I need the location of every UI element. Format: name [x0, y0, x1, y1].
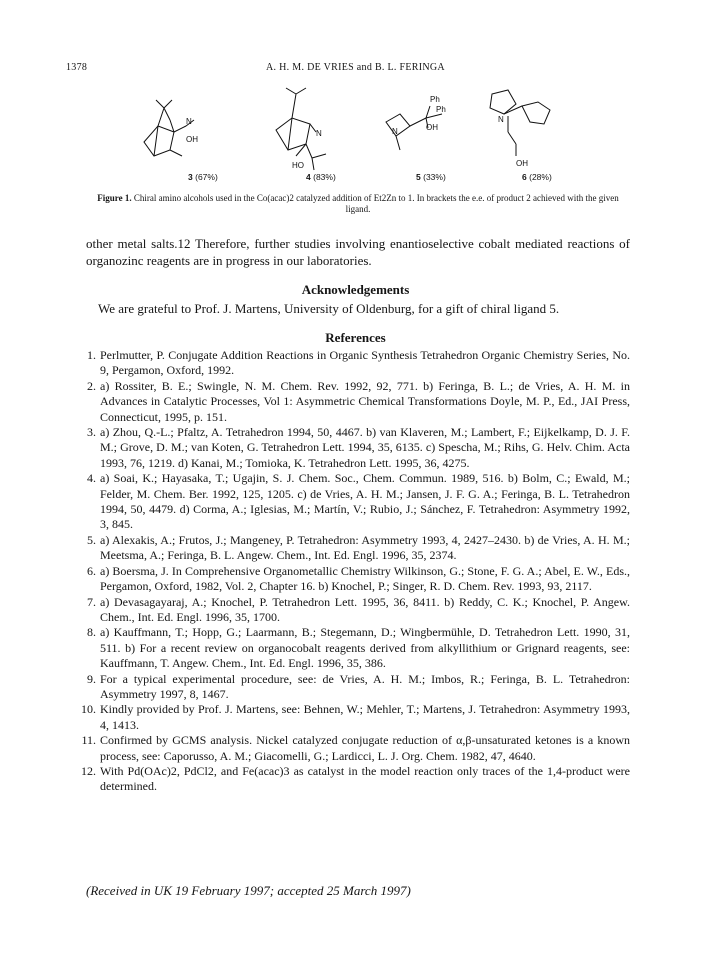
- atom-ph-5b: Ph: [436, 105, 446, 114]
- atom-n-5: N: [392, 127, 398, 136]
- atom-n-4: N: [316, 129, 322, 138]
- atom-oh-5: OH: [426, 123, 438, 132]
- compound-labels: [0, 172, 711, 184]
- atom-oh-3: OH: [186, 135, 198, 144]
- reference-item: 11. Confirmed by GCMS analysis. Nickel catalyzed conjugate reduction of α,β-unsaturated ketones is a known process, see: Caporusso, A. M.; Giacomelli, G.; Lardicci, L. J. Org. Chem. 1982, 47, 4640.: [81, 733, 630, 763]
- compound-label-3: 3 (67%): [188, 172, 218, 182]
- figure-structures: [130, 84, 650, 179]
- acknowledgements-text: We are grateful to Prof. J. Martens, University of Oldenburg, for a gift of chiral ligand 5.: [98, 301, 560, 316]
- reference-item: 2. a) Rossiter, B. E.; Swingle, N. M. Chem. Rev. 1992, 92, 771. b) Feringa, B. L.; de Vries, A. H. M. in Advances in Catalytic Processes, Vol 1: Asymmetric Chemical Transformations Doyle, M. P., Ed., JAI Press, Connecticut, 1995, p. 151.: [87, 378, 630, 424]
- atom-ho-4: HO: [292, 161, 304, 170]
- reference-item: 8. a) Kauffmann, T.; Hopp, G.; Laarmann, B.; Stegemann, D.; Wingbermühle, D. Tetrahedron Lett. 1990, 31, 511. b) For a recent review on organocobalt reagents derived from alkyllithium or Grignard reagents, see: Kauffmann, T. Angew. Chem., Int. Ed. Engl. 1996, 35, 386.: [87, 625, 630, 671]
- page-number: 1378: [66, 62, 88, 73]
- atom-n-6: N: [498, 115, 504, 124]
- compound-label-4: 4 (83%): [306, 172, 336, 182]
- reference-item: 7. a) Devasagayaraj, A.; Knochel, P. Tetrahedron Lett. 1995, 36, 8411. b) Reddy, C. K.; Knochel, P. Angew. Chem., Int. Ed. Engl. 1996, 35, 1700.: [87, 594, 630, 624]
- reference-item: 3. a) Zhou, Q.-L.; Pfaltz, A. Tetrahedron 1994, 50, 4467. b) van Klaveren, M.; Lambert, F.; Eijkelkamp, D. J. F. M.; Grove, D. M.; van Koten, G. Tetrahedron Lett. 1994, 35, 6135. c) Spescha, M.; Rihs, G. Helv. Chim. Acta 1993, 76, 1219. d) Kanai, M.; Tomioka, K. Tetrahedron Lett. 1995, 36, 4275.: [87, 425, 630, 470]
- reference-item: 12. With Pd(OAc)2, PdCl2, and Fe(acac)3 as catalyst in the model reaction only traces of the 1,4-product were determined.: [81, 763, 630, 794]
- figure-caption-label: Figure 1.: [97, 193, 132, 203]
- reference-item: 9. For a typical experimental procedure, see: de Vries, A. H. M.; Imbos, R.; Feringa, B. L. Tetrahedron: Asymmetry 1997, 8, 1467.: [87, 671, 630, 701]
- page-header: [0, 62, 711, 76]
- reference-item: 1. Perlmutter, P. Conjugate Addition Reactions in Organic Synthesis Tetrahedron Organic Chemistry Series, No. 9, Pergamon, Oxford, 1992.: [87, 348, 630, 378]
- atom-oh-6: OH: [516, 159, 528, 168]
- compound-label-6: 6 (28%): [522, 172, 552, 182]
- atom-n-3: N: [186, 117, 192, 126]
- reference-list: [78, 348, 630, 795]
- compound-label-5: 5 (33%): [416, 172, 446, 182]
- acknowledgements-heading: Acknowledgements: [301, 282, 410, 297]
- reference-item: 10. Kindly provided by Prof. J. Martens, see: Behnen, W.; Mehler, T.; Martens, J. Tetrahedron: Asymmetry 1993, 4, 1413.: [81, 702, 630, 732]
- body-paragraph: other metal salts.12 Therefore, further studies involving enantioselective cobalt mediated reactions of organozinc reagents are in progress in our laboratories.: [86, 236, 630, 268]
- reference-item: 5. a) Alexakis, A.; Frutos, J.; Mangeney, P. Tetrahedron: Asymmetry 1993, 4, 2427–2430. b) de Vries, A. H. M.; Meetsma, A.; Feringa, B. L. Angew. Chem., Int. Ed. Engl. 1996, 35, 2374.: [87, 532, 630, 563]
- compound-3-structure: [144, 100, 194, 156]
- reference-item: 4. a) Soai, K.; Hayasaka, T.; Ugajin, S. J. Chem. Soc., Chem. Commun. 1989, 516. b) Bolm, C.; Ewald, M.; Felder, M. Chem. Ber. 1992, 125, 1205. c) de Vries, A. H. M.; Jansen, J. F. G. A.; Feringa, B. L. Tetrahedron 1994, 50, 4479. d) Corma, A.; Iglesias, M.; Martín, V.; Rubio, J.; Sánchez, F. Tetrahedron: Asymmetry 1992, 3, 845.: [87, 471, 630, 532]
- atom-ph-5a: Ph: [430, 95, 440, 104]
- chemical-structures-drawing: [130, 84, 650, 179]
- running-head: A. H. M. DE VRIES and B. L. FERINGA: [266, 62, 445, 73]
- figure-caption: [88, 193, 628, 215]
- received-date: (Received in UK 19 February 1997; accepted 25 March 1997): [86, 883, 411, 898]
- reference-item: 6. a) Boersma, J. In Comprehensive Organometallic Chemistry Wilkinson, G.; Stone, F. G. A.; Abel, E. W., Eds., Pergamon, Oxford, 1982, Vol. 2, Chapter 16. b) Knochel, P.; Singer, R. D. Chem. Rev. 1993, 93, 2117.: [87, 563, 630, 594]
- references-heading: References: [325, 330, 386, 345]
- figure-caption-text: Chiral amino alcohols used in the Co(acac)2 catalyzed addition of Et2Zn to 1. In brackets the e.e. of product 2 achieved with the given ligand.: [131, 193, 619, 214]
